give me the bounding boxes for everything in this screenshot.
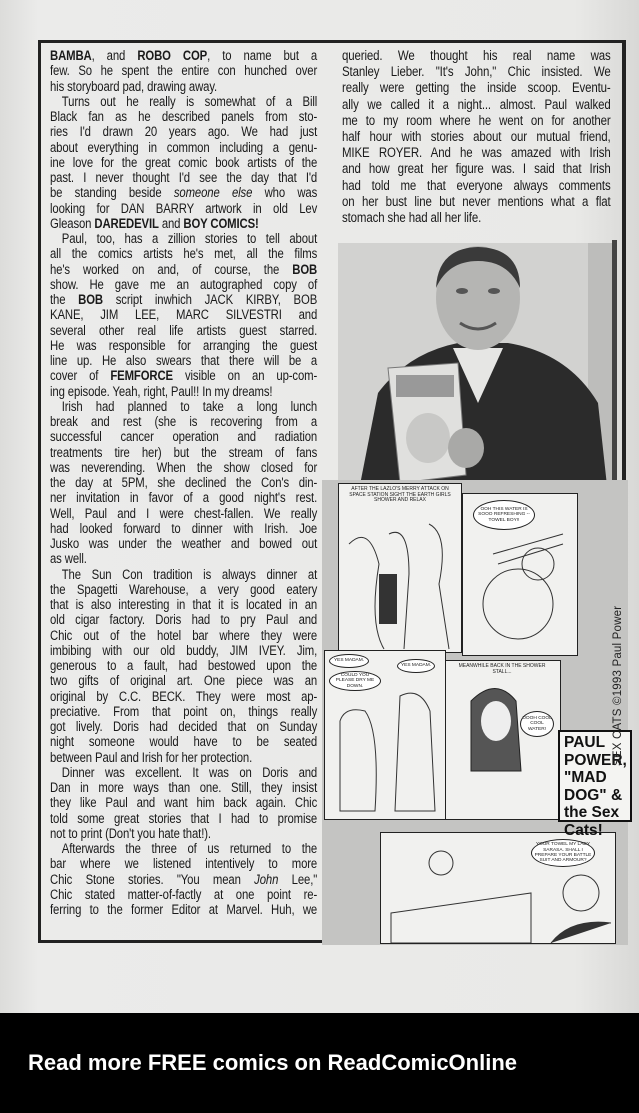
text-run: ries I'd drawn 20 years ago. We had just [50, 124, 318, 140]
article-text-line [50, 841, 317, 856]
text-run: and how great her figure was. I said that Irish [342, 161, 611, 177]
comic-strip [322, 480, 628, 945]
text-run: two gifts of original art. One piece was an [50, 673, 318, 689]
comic-panel-2 [462, 493, 578, 656]
article-text-line [342, 64, 611, 79]
text-run: Jusko was under the weather and bowed out [50, 536, 318, 551]
article-text-line [50, 643, 317, 658]
text-run: treatments tire her) but the stream of fans [50, 444, 318, 460]
article-text-line [342, 161, 611, 176]
text-run: old cigar factory. Doris had to pry Paul and [50, 612, 318, 628]
panel-caption: AFTER THE LAZLO'S MERRY ATTACK ON SPACE STATION SIGHT THE EARTH GIRLS SHOWER AND RELAX [349, 486, 451, 503]
article-text-line [50, 399, 317, 414]
text-run: past. I never thought I'd see the day that I'd [50, 170, 318, 185]
text-run: ally we called it a night... almost. Paul walked [342, 96, 611, 112]
text-run: visible on an up-com- [172, 368, 318, 384]
italic-text: someone else [173, 185, 253, 201]
article-text-line [50, 63, 317, 78]
article-text-line [50, 384, 317, 399]
bold-title: ROBO COP [137, 48, 208, 63]
article-text-line [50, 597, 317, 612]
photo-paul-power [338, 243, 614, 495]
bold-title: DAREDEVIL [94, 215, 159, 231]
article-text-line [342, 48, 611, 63]
article-text-line [342, 210, 611, 225]
promo-banner-link[interactable]: Read more FREE comics on ReadComicOnline [28, 1050, 518, 1075]
article-text-line [50, 201, 317, 216]
article-text-line [50, 628, 317, 643]
article-text-line [50, 414, 317, 429]
text-run: few. So he spent the entire con hunched over [50, 63, 318, 79]
article-text-line [50, 277, 317, 292]
text-run: had told me that everyone always comments [342, 177, 611, 193]
article-text-line [50, 506, 317, 521]
text-run: Lee," [278, 871, 318, 887]
text-run: had looked forward to dinner with Irish. Joe [50, 520, 318, 536]
speech-bubble: YES MADAM. [329, 654, 369, 668]
text-run: he's worked on and, of course, the [50, 261, 293, 277]
article-text-line [50, 658, 317, 673]
bold-title: BAMBA [50, 48, 92, 63]
text-run: night someone would have to be seated [50, 734, 318, 750]
bold-title: BOB [78, 292, 103, 307]
article-text-line [50, 170, 317, 185]
text-run: Dinner was excellent. It was on Doris and [61, 764, 318, 780]
text-run: really were getting the inside scoop. Eventu- [342, 80, 611, 96]
text-run: Gleason [50, 215, 95, 231]
text-run: between Paul and Irish for her protection. [50, 749, 253, 765]
text-run: original by C.C. BECK. They were most ap- [50, 688, 318, 704]
article-text-line [50, 490, 317, 505]
article-text-line [50, 48, 317, 63]
article-text-line [50, 582, 317, 597]
article-text-line [50, 185, 317, 200]
text-run: looking for DAN BARRY artwork in old Lev [50, 200, 318, 216]
article-text-line [50, 429, 317, 444]
text-run: Dan in more ways than one. Still, they insist [50, 780, 318, 795]
article-text-line [50, 292, 317, 307]
article-text-line [50, 155, 317, 170]
bold-title: BOY COMICS! [183, 215, 259, 231]
article-text-line [50, 567, 317, 582]
article-text-line [50, 109, 317, 124]
text-run: that is also interesting in that it is located in an [50, 597, 318, 612]
article-left-column [50, 48, 318, 917]
article-text-line [50, 826, 317, 841]
text-run: , to name but a [207, 48, 318, 63]
text-run: the [50, 292, 79, 307]
article-text-line [342, 129, 611, 144]
text-run: Turns out he really is somewhat of a Bill [61, 93, 318, 109]
copyright-credit: SEX CATS ©1993 Paul Power [612, 605, 624, 766]
article-text-line [50, 902, 317, 917]
text-run: Black fan as he described panels from sto- [50, 109, 318, 124]
article-text-line [50, 338, 317, 353]
text-run: all the comics artists he's met, all the films [50, 246, 318, 262]
text-run: script inwhich JACK KIRBY, BOB [102, 292, 318, 307]
text-run: Well, Paul and I were chest-fallen. We really [50, 505, 318, 521]
speech-bubble: YOUR TOWEL MY LADY SARASA. SHALL I PREPARE YOUR BATTLE SUIT AND ARMOUR? [531, 839, 595, 867]
text-run: Stanley Lieber. "It's John," Chic insisted. We [342, 64, 611, 80]
article-text-line [342, 80, 611, 95]
article-text-line [50, 262, 317, 277]
text-run: cover of [50, 368, 111, 384]
article-text-line [50, 780, 317, 795]
speech-bubble: YES MADAM. [397, 659, 435, 673]
comic-panel-3 [324, 650, 446, 820]
text-run: and [158, 215, 184, 231]
article-text-line [50, 94, 317, 109]
text-run: preciative. From that point on, things really [50, 703, 318, 719]
text-run: not to print (Don't you hate that!). [50, 825, 211, 841]
article-text-line [50, 521, 317, 536]
article-text-line [50, 719, 317, 734]
article-text-line [50, 750, 317, 765]
bold-title: FEMFORCE [110, 368, 173, 384]
article-text-line [50, 353, 317, 368]
text-run: break and rest (she is recovering from a [50, 414, 318, 429]
article-text-line [342, 145, 611, 160]
text-run: me to my room where he went on for another [342, 112, 611, 128]
article-text-line [342, 178, 611, 193]
article-text-line [342, 97, 611, 112]
article-text-line [50, 536, 317, 551]
article-text-line [342, 113, 611, 128]
panel-caption: MEANWHILE BACK IN THE SHOWER STALL... [458, 663, 546, 675]
text-run: , and [91, 48, 138, 63]
speech-bubble: COULD YOU PLEASE DRY ME DOWN. [329, 671, 381, 691]
article-text-line [50, 140, 317, 155]
text-run: be standing beside [50, 185, 174, 201]
man-holding-comic-image [338, 243, 614, 495]
text-run: who was [252, 185, 318, 201]
article-text-line [50, 704, 317, 719]
text-run: ferring to the former Editor at Marvel. Huh, we [50, 902, 318, 917]
comic-caption-box: PAUL POWER, "MAD DOG" & the Sex Cats! [558, 730, 632, 822]
text-run: told some great stories that I had to promise [50, 810, 318, 826]
shower-scene-drawing [339, 484, 462, 653]
text-run: stomach she had all her life. [342, 209, 482, 225]
article-text-line [50, 765, 317, 780]
text-run: ner invitation in favor of a good night's rest. [50, 490, 318, 506]
text-run: The Sun Con tradition is always dinner at [61, 566, 318, 582]
article-text-line [50, 460, 317, 475]
speech-bubble: OOOH COOL COOL WATER! [520, 711, 554, 737]
article-text-line [50, 811, 317, 826]
text-run: as well. [50, 551, 87, 567]
woman-shower-drawing [446, 661, 561, 820]
text-run: queried. We thought his real name was [342, 48, 611, 63]
text-run: they like Paul and want him back again. Chic [50, 795, 318, 811]
article-text-line [50, 475, 317, 490]
article-text-line [50, 689, 317, 704]
article-text-line [50, 734, 317, 749]
article-text-line [50, 323, 317, 338]
text-run: Afterwards the three of us returned to the [61, 841, 318, 856]
text-run: Chic Stone stories. "You mean [50, 871, 255, 887]
article-text-line [50, 216, 317, 231]
article-text-line [342, 194, 611, 209]
text-run: about everything in common including a genu- [50, 139, 318, 155]
article-text-line [50, 673, 317, 688]
article-text-line [50, 231, 317, 246]
text-run: the Spagetti Warehouse, a very good eatery [50, 581, 318, 597]
text-run: show. He gave me an autographed copy of [50, 276, 318, 292]
italic-text: John [254, 871, 279, 887]
text-run: successful cancer operation and radiation [50, 429, 318, 445]
article-right-column [342, 48, 612, 226]
article-text-line [50, 551, 317, 566]
article-text-line [50, 445, 317, 460]
text-run: generous to a fault, had bestowed upon the [50, 658, 318, 673]
text-run: Chic stated matter-of-factly at one point re- [50, 886, 318, 902]
text-run: imbibing with our old buddy, JIM IVEY. Jim, [50, 642, 318, 658]
text-run: ine love for the great comic book artists of the [50, 154, 318, 170]
article-text-line [50, 79, 317, 94]
comic-panel-4 [445, 660, 561, 820]
text-run: line up. He also swears that there will be a [50, 353, 318, 368]
article-text-line [50, 124, 317, 139]
text-run: the day at 5PM, she declined the Con's din- [50, 475, 318, 490]
article-text-line [50, 872, 317, 887]
article-text-line [50, 246, 317, 261]
text-run: bar where we listened intentively to more [50, 856, 318, 872]
article-text-line [50, 887, 317, 902]
article-text-line [50, 795, 317, 810]
comic-panel-1 [338, 483, 462, 653]
speech-bubble: OOH THIS WATER IS SOOO REFRESHING -- TOWEL BOY!! [473, 500, 535, 530]
text-run: was neverending. When the show closed for [50, 459, 318, 475]
text-run: ing episode. Yeah, right, Paul!! In my dreams! [50, 383, 273, 399]
text-run: KANE, JIM LEE, MARC SILVESTRI and [50, 307, 318, 323]
article-text-line [50, 856, 317, 871]
article-text-line [50, 368, 317, 383]
text-run: got lively. Doris had decided that on Sunday [50, 719, 318, 734]
article-text-line [50, 612, 317, 627]
comic-panel-5 [380, 832, 616, 944]
text-run: Paul, too, has a zillion stories to tell about [61, 231, 318, 246]
text-run: Chic out of the hotel bar where they were [50, 627, 318, 643]
text-run: Irish had planned to take a long lunch [61, 398, 318, 414]
text-run: He was responsible for arranging the guest [50, 337, 318, 353]
text-run: several other real life artists guest starred. [50, 322, 318, 338]
bold-title: BOB [292, 261, 318, 277]
text-run: MIKE ROYER. And he was amazed with Irish [342, 145, 611, 161]
text-run: his storyboard pad, drawing away. [50, 78, 218, 94]
text-run: on her bust line but never mentions what a flat [342, 193, 611, 209]
text-run: half hour with stories about our mutual friend, [342, 128, 611, 144]
article-text-line [50, 307, 317, 322]
